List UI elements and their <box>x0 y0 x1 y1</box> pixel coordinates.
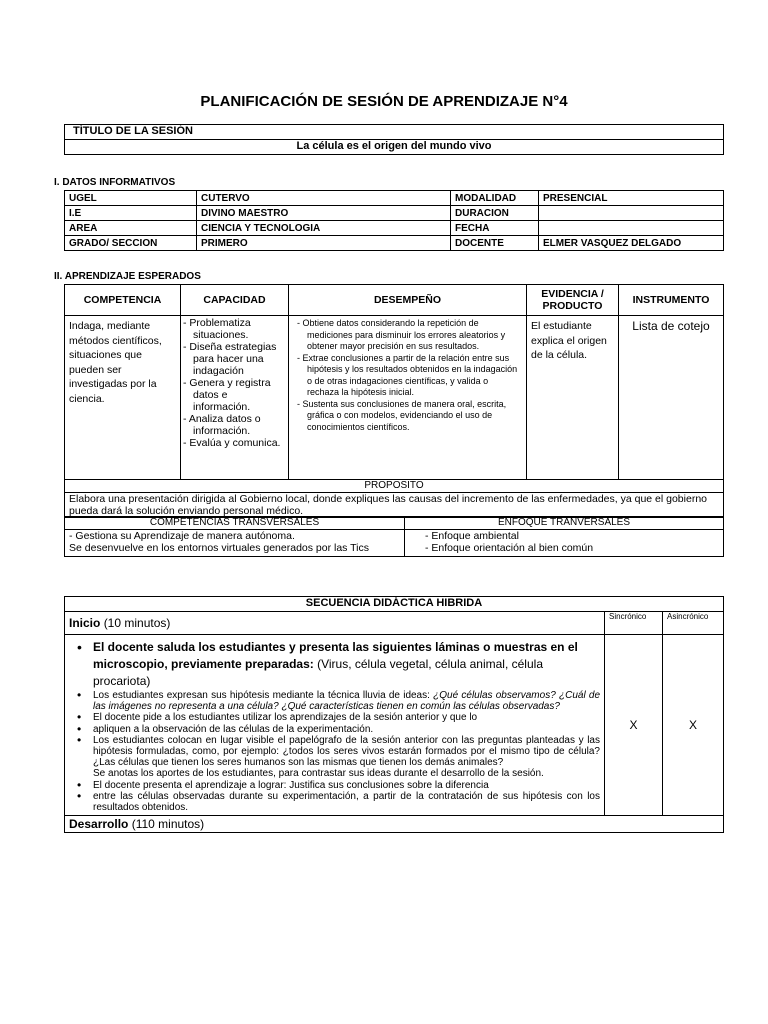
item-text: ¿Qué células observamos? ¿Cuál de las imágenes no representa a una célula? ¿Qué características tienen en común las células observadas? <box>93 690 601 713</box>
competencia-cell: Indaga, mediante métodos científicos, situaciones que pueden ser investigadas por la ciencia. <box>65 316 181 480</box>
comp-transversales-label: COMPETENCIAS TRANSVERSALES <box>65 517 405 530</box>
aprendizaje-table <box>64 284 724 518</box>
datos-label: UGEL <box>65 191 197 206</box>
list-item: - Obtiene datos considerando la repetición de mediciones para disminuir los errores aleatorios y obtener mayor precisión en sus resultados. <box>297 318 506 351</box>
table-row <box>65 191 724 206</box>
secuencia-table <box>64 596 724 833</box>
list-item: • Los estudiantes colocan en lugar visible el papelógrafo de la sesión anterior con las preguntas planteadas y las hipótesis formuladas, como, por ejemplo: ¿todos los seres vivos estarán formados por el mismo tipo de célula? ¿Las células que tienen los seres humanos son las mismas que tienen los demás animales? <box>69 735 600 769</box>
datos-table <box>64 190 724 251</box>
item-text: (Virus, célula vegetal, célula animal, célula procariota) <box>93 657 543 688</box>
evidencia-cell: El estudiante explica el origen de la célula. <box>527 316 619 480</box>
datos-label: FECHA <box>451 221 539 236</box>
sincronico-mark: X <box>605 635 663 816</box>
item-text: Los estudiantes expresan sus hipótesis mediante la técnica lluvia de ideas: <box>93 690 434 701</box>
list-item: - Extrae conclusiones a partir de la relación entre sus hipótesis y los resultados obtenidos en la indagación o de otras indagaciones científicas, y valida o rechaza la hipótesis inicial. <box>297 352 518 397</box>
section-aprendizaje-heading: II. APRENDIZAJE ESPERADOS <box>54 271 201 282</box>
datos-value: DIVINO MAESTRO <box>197 206 451 221</box>
inicio-content-cell <box>65 635 605 816</box>
asincronico-mark: X <box>663 635 724 816</box>
datos-value <box>539 206 724 221</box>
table-row <box>65 221 724 236</box>
list-item: - Diseña estrategias para hacer una indagación <box>183 341 277 377</box>
datos-value: CUTERVO <box>197 191 451 206</box>
list-item: • apliquen a la observación de las células de la experimentación. <box>69 724 600 735</box>
list-item: - Gestiona su Aprendizaje de manera autónoma. <box>69 530 295 542</box>
list-item: • El docente pide a los estudiantes utilizar los aprendizajes de la sesión anterior y que lo <box>69 712 600 723</box>
list-item: - Enfoque ambiental <box>425 530 519 542</box>
instrumento-cell: Lista de cotejo <box>619 316 724 480</box>
asincronico-header: Asincrónico <box>663 612 724 635</box>
desarrollo-label: Desarrollo <box>69 817 129 832</box>
desarrollo-row <box>65 816 724 833</box>
list-item: - Analiza datos o información. <box>183 413 261 437</box>
item-text: El docente saluda los estudiantes y presenta las siguientes láminas o muestras en el microscopio, previamente preparadas: <box>93 640 578 671</box>
sincronico-header: Sincrónico <box>605 612 663 635</box>
session-title-table <box>64 124 724 155</box>
session-title-value: La célula es el origen del mundo vivo <box>65 140 724 155</box>
inicio-time: (10 minutos) <box>103 616 171 630</box>
list-item: Se desenvuelve en los entornos virtuales generados por las Tics <box>69 542 370 554</box>
header-instrumento: INSTRUMENTO <box>619 285 724 316</box>
datos-label: DURACION <box>451 206 539 221</box>
list-item: - Evalúa y comunica. <box>183 437 281 449</box>
datos-label: DOCENTE <box>451 236 539 251</box>
inicio-label-cell <box>65 612 605 635</box>
header-desempeno: DESEMPEÑO <box>289 285 527 316</box>
section-datos-heading: I. DATOS INFORMATIVOS <box>54 177 176 188</box>
transversales-table <box>64 516 724 557</box>
capacidad-cell <box>181 316 289 480</box>
table-row <box>65 206 724 221</box>
comp-transversales-cell <box>65 530 405 557</box>
list-item: • entre las células observadas durante su experimentación, a partir de la contratación de sus hipótesis con los resultados obtenidos. <box>69 791 600 813</box>
document-title: PLANIFICACIÓN DE SESIÓN DE APRENDIZAJE N°4 <box>200 93 568 110</box>
proposito-label: PROPOSITO <box>65 480 724 493</box>
datos-label: I.E <box>65 206 197 221</box>
list-item: - Enfoque orientación al bien común <box>425 542 594 554</box>
list-item: - Problematiza situaciones. <box>183 317 251 341</box>
list-item: Se anotas los aportes de los estudiantes, para contrastar sus ideas durante el desarrollo de la sesión. <box>93 768 544 780</box>
list-item <box>69 639 600 690</box>
datos-label: MODALIDAD <box>451 191 539 206</box>
list-item: • El docente presenta el aprendizaje a lograr: Justifica sus conclusiones sobre la diferencia <box>69 780 600 791</box>
proposito-text: Elabora una presentación dirigida al Gobierno local, donde expliques las causas del incremento de las enfermedades, ya que el gobierno pueda dará la solución enviando personal médico. <box>65 493 724 518</box>
secuencia-title: SECUENCIA DIDÁCTICA HIBRIDA <box>65 597 724 612</box>
header-capacidad: CAPACIDAD <box>181 285 289 316</box>
list-item: - Genera y registra datos e información. <box>183 377 271 413</box>
header-competencia: COMPETENCIA <box>65 285 181 316</box>
datos-label: AREA <box>65 221 197 236</box>
session-title-label: TÍTULO DE LA SESIÓN <box>65 125 724 140</box>
list-item <box>69 690 600 712</box>
datos-value: PRIMERO <box>197 236 451 251</box>
desempeno-cell <box>289 316 527 480</box>
table-row <box>65 236 724 251</box>
enfoque-transversales-label: ENFOQUE TRANVERSALES <box>405 517 724 530</box>
datos-label: GRADO/ SECCION <box>65 236 197 251</box>
datos-value <box>539 221 724 236</box>
datos-value: ELMER VASQUEZ DELGADO <box>539 236 724 251</box>
enfoque-transversales-cell <box>405 530 724 557</box>
desarrollo-time: (110 minutos) <box>131 817 205 832</box>
list-item: - Sustenta sus conclusiones de manera oral, escrita, gráfica o con modelos, evidenciando el uso de conocimientos científicos. <box>297 398 507 432</box>
datos-value: PRESENCIAL <box>539 191 724 206</box>
header-evidencia: EVIDENCIA / PRODUCTO <box>527 285 619 316</box>
datos-value: CIENCIA Y TECNOLOGIA <box>197 221 451 236</box>
inicio-label: Inicio <box>69 616 101 630</box>
